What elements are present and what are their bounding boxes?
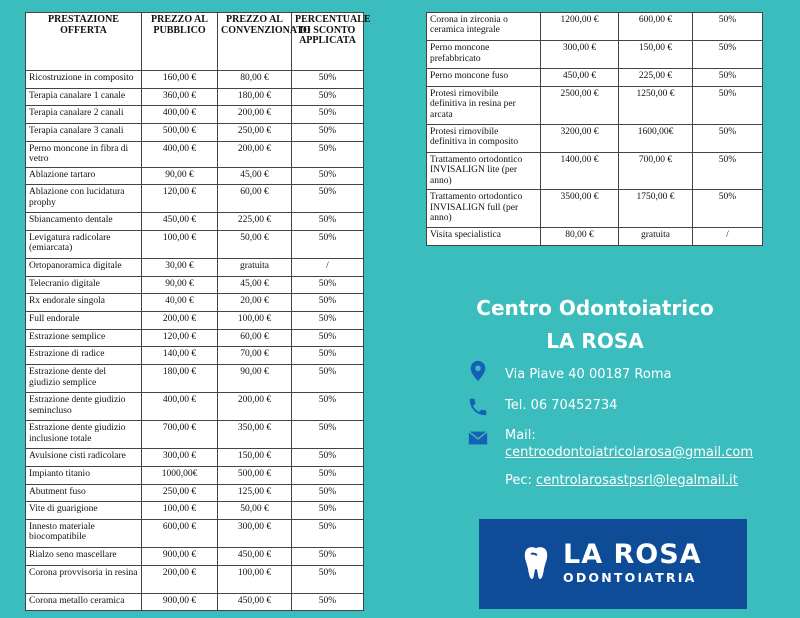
- agreement-price-cell: 150,00 €: [218, 449, 292, 467]
- agreement-price-cell: 100,00 €: [218, 565, 292, 593]
- header-public-price: PREZZO AL PUBBLICO: [142, 13, 218, 71]
- public-price-cell: 90,00 €: [142, 276, 218, 294]
- service-cell: Avulsione cisti radicolare: [26, 449, 142, 467]
- discount-cell: 50%: [292, 231, 364, 259]
- service-cell: Perno moncone prefabbricato: [427, 41, 541, 69]
- agreement-price-cell: 50,00 €: [218, 231, 292, 259]
- agreement-price-cell: 180,00 €: [218, 88, 292, 106]
- public-price-cell: 900,00 €: [142, 593, 218, 611]
- service-cell: Ablazione con lucidatura prophy: [26, 185, 142, 213]
- discount-cell: 50%: [292, 519, 364, 547]
- public-price-cell: 250,00 €: [142, 484, 218, 502]
- service-cell: Corona provvisoria in resina: [26, 565, 142, 593]
- agreement-price-cell: 250,00 €: [218, 124, 292, 142]
- discount-cell: 50%: [292, 365, 364, 393]
- header-agreement-price: PREZZO AL CONVENZIONATO: [218, 13, 292, 71]
- agreement-price-cell: 50,00 €: [218, 502, 292, 520]
- discount-cell: 50%: [693, 13, 763, 41]
- table-row: [26, 502, 364, 520]
- discount-cell: 50%: [693, 41, 763, 69]
- service-cell: Innesto materiale biocompatibile: [26, 519, 142, 547]
- agreement-price-cell: 700,00 €: [619, 152, 693, 190]
- agreement-price-cell: 450,00 €: [218, 547, 292, 565]
- service-cell: Estrazione di radice: [26, 347, 142, 365]
- agreement-price-cell: 200,00 €: [218, 106, 292, 124]
- mail-link[interactable]: centroodontoiatricolarosa@gmail.com: [505, 445, 754, 460]
- public-price-cell: 3200,00 €: [541, 124, 619, 152]
- pec-row: [467, 472, 738, 494]
- location-pin-icon: [467, 360, 489, 382]
- service-cell: Estrazione dente giudizio inclusione totale: [26, 421, 142, 449]
- service-cell: Sbiancamento dentale: [26, 213, 142, 231]
- table-row: [26, 565, 364, 593]
- table-row: [26, 547, 364, 565]
- public-price-cell: 1000,00€: [142, 466, 218, 484]
- clinic-name: [440, 292, 750, 358]
- public-price-cell: 40,00 €: [142, 294, 218, 312]
- public-price-cell: 600,00 €: [142, 519, 218, 547]
- header-discount: PERCENTUALE DI SCONTO APPLICATA: [292, 13, 364, 71]
- logo-title: LA ROSA: [563, 539, 702, 570]
- table-row: [427, 13, 763, 41]
- public-price-cell: 400,00 €: [142, 106, 218, 124]
- table-row: [26, 167, 364, 185]
- discount-cell: 50%: [693, 190, 763, 228]
- public-price-cell: 400,00 €: [142, 393, 218, 421]
- discount-cell: 50%: [292, 547, 364, 565]
- mail-row: [467, 427, 753, 461]
- public-price-cell: 300,00 €: [541, 41, 619, 69]
- table-row: [26, 141, 364, 167]
- price-table-left: [25, 12, 371, 611]
- discount-cell: 50%: [292, 421, 364, 449]
- table-row: [26, 421, 364, 449]
- public-price-cell: 90,00 €: [142, 167, 218, 185]
- service-cell: Levigatura radicolare (emiarcata): [26, 231, 142, 259]
- logo-subtitle: ODONTOIATRIA: [563, 570, 697, 585]
- service-cell: Full endorale: [26, 312, 142, 330]
- public-price-cell: 200,00 €: [142, 312, 218, 330]
- table-row: [26, 276, 364, 294]
- phone-text: Tel. 06 70452734: [505, 398, 618, 413]
- service-cell: Estrazione dente del giudizio semplice: [26, 365, 142, 393]
- service-cell: Visita specialistica: [427, 228, 541, 246]
- agreement-price-cell: 70,00 €: [218, 347, 292, 365]
- pec-link[interactable]: centrolarosastpsrl@legalmail.it: [536, 473, 738, 488]
- discount-cell: 50%: [292, 213, 364, 231]
- table-row: [427, 152, 763, 190]
- discount-cell: 50%: [292, 565, 364, 593]
- discount-cell: 50%: [693, 86, 763, 124]
- agreement-price-cell: 60,00 €: [218, 185, 292, 213]
- public-price-cell: 120,00 €: [142, 329, 218, 347]
- table-row: [26, 106, 364, 124]
- discount-cell: 50%: [292, 124, 364, 142]
- agreement-price-cell: 200,00 €: [218, 393, 292, 421]
- discount-cell: 50%: [292, 449, 364, 467]
- agreement-price-cell: 200,00 €: [218, 141, 292, 167]
- service-cell: Telecranio digitale: [26, 276, 142, 294]
- table-row: [427, 86, 763, 124]
- mail-block: [505, 427, 753, 461]
- public-price-cell: 360,00 €: [142, 88, 218, 106]
- discount-cell: 50%: [292, 276, 364, 294]
- service-cell: Rialzo seno mascellare: [26, 547, 142, 565]
- pec-label: Pec:: [505, 473, 532, 488]
- table-row: [26, 365, 364, 393]
- discount-cell: 50%: [292, 593, 364, 611]
- service-cell: Ablazione tartaro: [26, 167, 142, 185]
- mail-label: Mail:: [505, 428, 536, 443]
- public-price-cell: 100,00 €: [142, 231, 218, 259]
- service-cell: Trattamento ortodontico INVISALIGN lite (per anno): [427, 152, 541, 190]
- address-text: Via Piave 40 00187 Roma: [505, 367, 672, 382]
- table-row: [427, 228, 763, 246]
- agreement-price-cell: 60,00 €: [218, 329, 292, 347]
- service-cell: Protesi rimovibile definitiva in composito: [427, 124, 541, 152]
- clinic-name-line2: LA ROSA: [546, 329, 644, 353]
- discount-cell: 50%: [292, 329, 364, 347]
- agreement-price-cell: gratuita: [619, 228, 693, 246]
- table-row: [427, 41, 763, 69]
- discount-cell: 50%: [292, 484, 364, 502]
- service-cell: Impianto titanio: [26, 466, 142, 484]
- table-row: [26, 449, 364, 467]
- pec-block: [505, 472, 738, 489]
- service-cell: Estrazione semplice: [26, 329, 142, 347]
- service-cell: Corona metallo ceramica: [26, 593, 142, 611]
- public-price-cell: 450,00 €: [142, 213, 218, 231]
- agreement-price-cell: 90,00 €: [218, 365, 292, 393]
- agreement-price-cell: 350,00 €: [218, 421, 292, 449]
- service-cell: Perno moncone in fibra di vetro: [26, 141, 142, 167]
- table-row: [26, 329, 364, 347]
- table-row: [427, 69, 763, 87]
- service-cell: Ricostruzione in composito: [26, 71, 142, 89]
- agreement-price-cell: 45,00 €: [218, 276, 292, 294]
- public-price-cell: 140,00 €: [142, 347, 218, 365]
- discount-cell: 50%: [292, 466, 364, 484]
- agreement-price-cell: 1250,00 €: [619, 86, 693, 124]
- service-cell: Perno moncone fuso: [427, 69, 541, 87]
- public-price-cell: 80,00 €: [541, 228, 619, 246]
- agreement-price-cell: 225,00 €: [218, 213, 292, 231]
- table-row: [26, 259, 364, 277]
- agreement-price-cell: gratuita: [218, 259, 292, 277]
- discount-cell: 50%: [292, 88, 364, 106]
- address-row: [467, 360, 671, 383]
- table-row: [26, 71, 364, 89]
- agreement-price-cell: 20,00 €: [218, 294, 292, 312]
- table-row: [427, 124, 763, 152]
- service-cell: Protesi rimovibile definitiva in resina per arcata: [427, 86, 541, 124]
- table-row: [26, 593, 364, 611]
- table-header-row: [26, 13, 364, 71]
- public-price-cell: 500,00 €: [142, 124, 218, 142]
- table-row: [26, 484, 364, 502]
- discount-cell: 50%: [693, 69, 763, 87]
- public-price-cell: 100,00 €: [142, 502, 218, 520]
- phone-row: [467, 396, 617, 418]
- public-price-cell: 700,00 €: [142, 421, 218, 449]
- table-row: [26, 231, 364, 259]
- public-price-cell: 160,00 €: [142, 71, 218, 89]
- public-price-cell: 450,00 €: [541, 69, 619, 87]
- discount-cell: 50%: [292, 106, 364, 124]
- public-price-cell: 1200,00 €: [541, 13, 619, 41]
- table-row: [26, 466, 364, 484]
- discount-cell: /: [693, 228, 763, 246]
- service-cell: Terapia canalare 2 canali: [26, 106, 142, 124]
- service-cell: Rx endorale singola: [26, 294, 142, 312]
- agreement-price-cell: 80,00 €: [218, 71, 292, 89]
- public-price-cell: 1400,00 €: [541, 152, 619, 190]
- public-price-cell: 400,00 €: [142, 141, 218, 167]
- public-price-cell: 2500,00 €: [541, 86, 619, 124]
- table-row: [26, 294, 364, 312]
- service-cell: Trattamento ortodontico INVISALIGN full (per anno): [427, 190, 541, 228]
- table-row: [26, 519, 364, 547]
- table-row: [26, 88, 364, 106]
- phone-icon: [467, 396, 489, 418]
- agreement-price-cell: 45,00 €: [218, 167, 292, 185]
- agreement-price-cell: 1600,00€: [619, 124, 693, 152]
- tooth-icon: [522, 545, 552, 581]
- discount-cell: 50%: [292, 393, 364, 421]
- public-price-cell: 120,00 €: [142, 185, 218, 213]
- header-service: PRESTAZIONE OFFERTA: [26, 13, 142, 71]
- service-cell: Corona in zirconia o ceramica integrale: [427, 13, 541, 41]
- agreement-price-cell: 1750,00 €: [619, 190, 693, 228]
- discount-cell: 50%: [292, 71, 364, 89]
- discount-cell: 50%: [292, 294, 364, 312]
- discount-cell: 50%: [292, 347, 364, 365]
- service-cell: Abutment fuso: [26, 484, 142, 502]
- discount-cell: 50%: [292, 502, 364, 520]
- agreement-price-cell: 500,00 €: [218, 466, 292, 484]
- public-price-cell: 900,00 €: [142, 547, 218, 565]
- table-row: [26, 213, 364, 231]
- discount-cell: 50%: [292, 185, 364, 213]
- table-row: [26, 393, 364, 421]
- public-price-cell: 200,00 €: [142, 565, 218, 593]
- public-price-cell: 180,00 €: [142, 365, 218, 393]
- price-table-right: [426, 12, 763, 246]
- table-row: [26, 124, 364, 142]
- agreement-price-cell: 150,00 €: [619, 41, 693, 69]
- mail-icon: [467, 427, 489, 449]
- service-cell: Ortopanoramica digitale: [26, 259, 142, 277]
- discount-cell: 50%: [292, 167, 364, 185]
- discount-cell: 50%: [693, 124, 763, 152]
- discount-cell: /: [292, 259, 364, 277]
- agreement-price-cell: 600,00 €: [619, 13, 693, 41]
- clinic-name-line1: Centro Odontoiatrico: [476, 296, 714, 320]
- discount-cell: 50%: [292, 312, 364, 330]
- table-row: [427, 190, 763, 228]
- discount-cell: 50%: [292, 141, 364, 167]
- agreement-price-cell: 100,00 €: [218, 312, 292, 330]
- public-price-cell: 300,00 €: [142, 449, 218, 467]
- service-cell: Terapia canalare 3 canali: [26, 124, 142, 142]
- agreement-price-cell: 450,00 €: [218, 593, 292, 611]
- table-row: [26, 312, 364, 330]
- service-cell: Terapia canalare 1 canale: [26, 88, 142, 106]
- table-row: [26, 185, 364, 213]
- discount-cell: 50%: [693, 152, 763, 190]
- agreement-price-cell: 300,00 €: [218, 519, 292, 547]
- public-price-cell: 30,00 €: [142, 259, 218, 277]
- agreement-price-cell: 125,00 €: [218, 484, 292, 502]
- service-cell: Estrazione dente giudizio semincluso: [26, 393, 142, 421]
- service-cell: Vite di guarigione: [26, 502, 142, 520]
- agreement-price-cell: 225,00 €: [619, 69, 693, 87]
- table-row: [26, 347, 364, 365]
- public-price-cell: 3500,00 €: [541, 190, 619, 228]
